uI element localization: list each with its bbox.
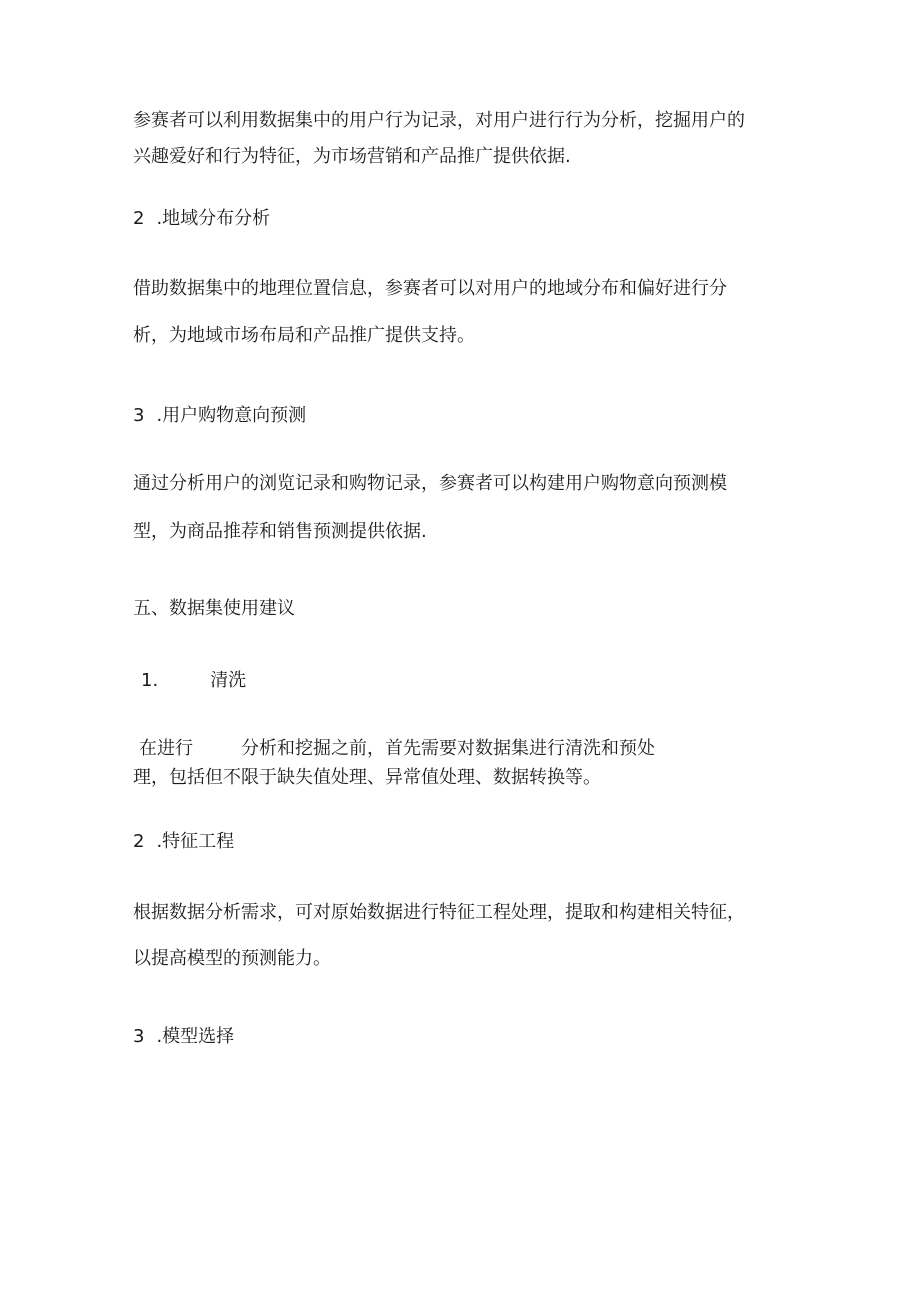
paragraph-behavior-line-2: 兴趣爱好和行为特征，为市场营销和产品推广提供依据. bbox=[133, 146, 571, 167]
heading-text: 清洗 bbox=[210, 670, 247, 691]
paragraph-feature-line-2: 以提高模型的预测能力。 bbox=[133, 948, 331, 969]
paragraph-feature-line-1: 根据数据分析需求，可对原始数据进行特征工程处理，提取和构建相关特征， bbox=[133, 902, 745, 923]
heading-geo-distribution bbox=[133, 207, 270, 231]
paragraph-intent-line-1: 通过分析用户的浏览记录和购物记录，参赛者可以构建用户购物意向预测模 bbox=[133, 473, 727, 494]
heading-model-selection bbox=[133, 1025, 234, 1049]
heading-cleaning bbox=[141, 669, 246, 693]
paragraph-geo-line-1: 借助数据集中的地理位置信息，参赛者可以对用户的地域分布和偏好进行分 bbox=[133, 278, 727, 299]
heading-feature-engineering bbox=[133, 830, 234, 854]
heading-number: 1. bbox=[141, 670, 159, 691]
heading-text: .地域分布分析 bbox=[156, 208, 271, 229]
paragraph-fragment: 分析和挖掘之前，首先需要对数据集进行清洗和预处 bbox=[241, 738, 655, 759]
heading-section-five: 五、数据集使用建议 bbox=[133, 598, 295, 619]
heading-purchase-intent bbox=[133, 404, 306, 428]
paragraph-intent-line-2: 型，为商品推荐和销售预测提供依据. bbox=[133, 521, 427, 542]
heading-number: 2 bbox=[133, 831, 145, 852]
paragraph-geo-line-2: 析，为地域市场布局和产品推广提供支持。 bbox=[133, 325, 475, 346]
heading-number: 2 bbox=[133, 208, 145, 229]
heading-text: .用户购物意向预测 bbox=[156, 405, 307, 426]
heading-number: 3 bbox=[133, 1026, 145, 1047]
paragraph-behavior-line-1: 参赛者可以利用数据集中的用户行为记录，对用户进行行为分析，挖掘用户的 bbox=[133, 110, 745, 131]
paragraph-fragment: 在进行 bbox=[139, 738, 193, 759]
heading-text: .模型选择 bbox=[156, 1026, 235, 1047]
heading-number: 3 bbox=[133, 405, 145, 426]
heading-text: .特征工程 bbox=[156, 831, 235, 852]
paragraph-cleaning-line-1 bbox=[139, 737, 655, 761]
paragraph-cleaning-line-2: 理，包括但不限于缺失值处理、异常值处理、数据转换等。 bbox=[133, 767, 601, 788]
